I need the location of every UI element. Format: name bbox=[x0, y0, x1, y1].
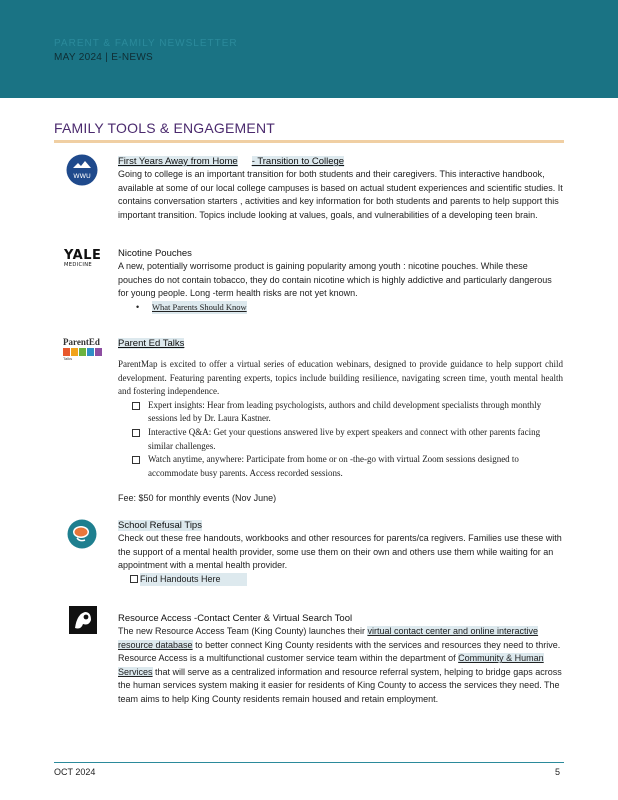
entry-nicotine bbox=[118, 247, 563, 314]
refusal-link-row bbox=[118, 573, 563, 587]
header-banner bbox=[0, 0, 618, 98]
entry-college bbox=[118, 155, 563, 222]
entry-college-body: Going to college is an important transition for both students and their caregivers. This interactive handbook, available at some of our local college campuses is based on actual student experiences and scientific studies. It contains conversation starters , activities and key information for both students and parents to help support this important transition. Topics include looking at values, goals, and vulnerabilities of a developing teen brain. bbox=[118, 169, 563, 220]
parented-intro: ParentMap is excited to offer a virtual series of education webinars, designed to provide guidance to help support child development. Featuring parenting experts, topics include building resilience, navigating screen time, youth mental health and fostering independence. bbox=[118, 359, 563, 397]
checkbox-bullet-icon bbox=[130, 575, 138, 583]
entry-access bbox=[118, 612, 563, 707]
nicotine-bullet bbox=[136, 301, 563, 315]
svg-text:WWU: WWU bbox=[73, 172, 91, 180]
bullet-dot-icon: • bbox=[136, 301, 140, 312]
parented-fee: Fee: $50 for monthly events (Nov June) bbox=[118, 493, 277, 504]
entry-parented bbox=[118, 337, 563, 506]
footer-page-number: 5 bbox=[555, 767, 561, 777]
checkbox-bullet-icon bbox=[132, 456, 140, 464]
parented-title-link[interactable]: Parent Ed Talks bbox=[118, 338, 185, 349]
entry-nicotine-title: Nicotine Pouches bbox=[118, 248, 192, 259]
entry-nicotine-body: A new, potentially worrisome product is gaining popularity among youth : nicotine pouches. While these pouches do not contain tobacco, they do contain nicotine which is highly addictive and particularly dangerous for young people. Long -term health risks are not yet known. bbox=[118, 261, 552, 299]
community-human-services-link[interactable]: Community & Human Services bbox=[118, 653, 544, 677]
section-title: FAMILY TOOLS & ENGAGEMENT bbox=[54, 120, 276, 136]
wwu-logo-icon bbox=[66, 154, 98, 186]
banner-enews-label: MAY 2024 | E-NEWS bbox=[54, 52, 154, 63]
checkbox-bullet-icon bbox=[132, 429, 140, 437]
yale-medicine-logo-icon: YALE MEDICINE bbox=[64, 248, 102, 268]
find-handouts-link[interactable]: Find Handouts Here bbox=[140, 573, 247, 587]
entry-parented-title[interactable] bbox=[118, 337, 563, 350]
parented-bullet-qa: Interactive Q&A: Get your questions answered live by expert speakers and connect with other parents facing similar challenges. bbox=[118, 426, 563, 453]
college-title-link[interactable]: First Years Away from Home bbox=[118, 156, 238, 167]
parented-bullets bbox=[118, 399, 563, 481]
refusal-title: School Refusal Tips bbox=[118, 520, 202, 531]
parented-talks-logo-icon: ParentEd Talks bbox=[63, 337, 105, 365]
talks-tiles bbox=[63, 348, 105, 356]
resource-access-logo-icon bbox=[69, 606, 97, 634]
brain-circle-icon bbox=[67, 519, 97, 549]
footer-rule bbox=[54, 762, 564, 763]
what-parents-should-know-link[interactable]: What Parents Should Know bbox=[152, 301, 247, 315]
virtual-contact-center-link[interactable]: virtual contact center and online interactive resource database bbox=[118, 626, 539, 650]
parented-bullet-expert: Expert insights: Hear from leading psychologists, authors and child development specialists through monthly sessions led by Dr. Laura Kastner. bbox=[118, 399, 563, 426]
college-title-link-b[interactable]: - Transition to College bbox=[251, 156, 345, 167]
entry-access-title: Resource Access -Contact Center & Virtual Search Tool bbox=[118, 613, 353, 624]
section-title-rule bbox=[54, 140, 564, 143]
banner-faded-title: PARENT & FAMILY NEWSLETTER bbox=[54, 38, 238, 49]
parented-bullet-anytime: Watch anytime, anywhere: Participate from home or on -the-go with virtual Zoom sessions designed to accommodate busy parents. Access recorded sessions. bbox=[118, 453, 563, 480]
entry-college-title[interactable] bbox=[118, 155, 563, 168]
entry-refusal-body: Check out these free handouts, workbooks and other resources for parents/ca regivers. Families use these with the support of a mental health provider, some use them on their own and others use them while waiting for an appointment with a mental health provider. bbox=[118, 533, 562, 571]
footer-date: OCT 2024 bbox=[54, 767, 96, 777]
entry-access-body: The new Resource Access Team (King County) launches their virtual contact center and online interactive resource database to better connect King County residents with the services and resources they need to thrive. Resource Access is a multifunctional customer service team within the department of Community & Human Services that will serve as a centralized information and resource referral system, helping to bridge gaps across the human services system making it easier for residents of King County to access the services they need. The team aims to help King County residents remain housed and retain employment. bbox=[118, 626, 562, 704]
entry-refusal-title bbox=[118, 519, 563, 532]
entry-refusal bbox=[118, 519, 563, 586]
checkbox-bullet-icon bbox=[132, 402, 140, 410]
